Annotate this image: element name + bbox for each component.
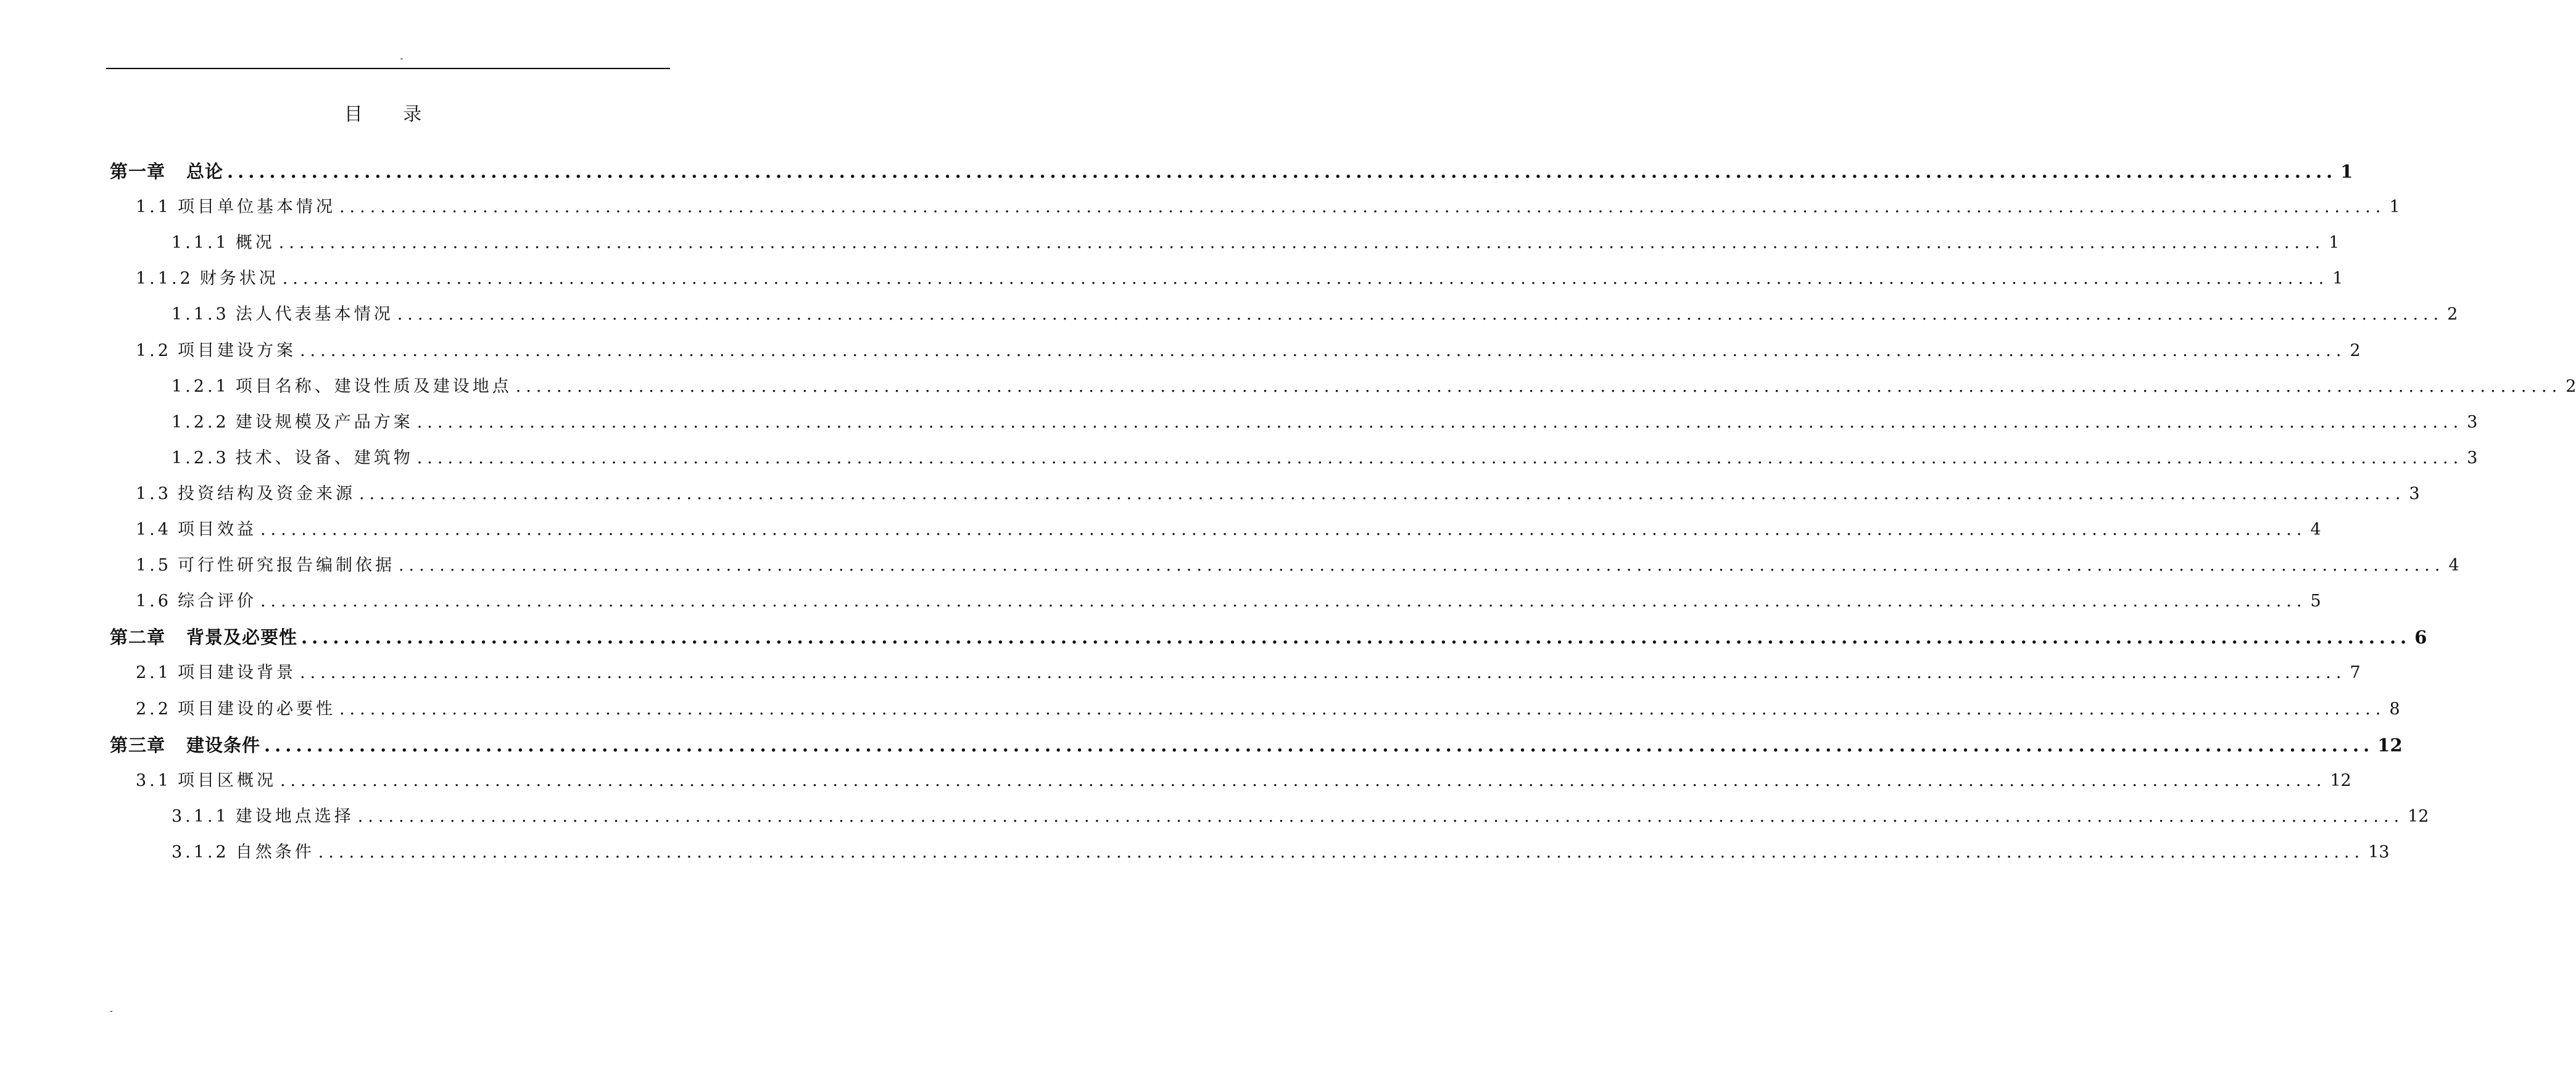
- toc-title: 目 录: [344, 104, 439, 125]
- toc-entry-label: 建设条件: [186, 735, 261, 756]
- toc-entry-number: 1.4: [136, 520, 172, 539]
- header-rule: [106, 68, 670, 69]
- toc-dot-leader: ........................................................................................................................................................................................................: [358, 484, 2406, 503]
- toc-entry-number: 1.1: [136, 197, 172, 217]
- toc-entry-label: 概况: [235, 233, 275, 252]
- toc-section-entry[interactable]: [136, 518, 2321, 542]
- toc-dot-leader: ........................................................................................................................................................................................................: [318, 843, 2365, 862]
- toc-entry-number: 1.2.3: [172, 448, 230, 468]
- toc-entry-page-number: 8: [2389, 700, 2400, 719]
- toc-entry-page-number: 4: [2310, 520, 2321, 539]
- toc-entry-label: 项目效益: [177, 520, 257, 539]
- toc-entry-label: 财务状况: [199, 269, 279, 288]
- toc-entry-label: 项目名称、建设性质及建设地点: [235, 377, 512, 396]
- toc-section-entry[interactable]: [172, 804, 2429, 829]
- toc-entry-number: 1.2.1: [172, 377, 230, 396]
- toc-entry-number: 1.3: [136, 484, 172, 503]
- toc-dot-leader: ........................................................................................................................................................................................................: [260, 520, 2307, 539]
- toc-entry-page-number: 5: [2310, 592, 2321, 611]
- toc-entry-page-number: 3: [2409, 484, 2420, 503]
- toc-entry-label: 可行性研究报告编制依据: [177, 556, 395, 575]
- toc-entry-label: 建设规模及产品方案: [235, 413, 413, 432]
- toc-dot-leader: ........................................................................................................................................................................................................: [416, 448, 2464, 468]
- toc-chapter-entry[interactable]: [110, 159, 2353, 184]
- toc-section-entry[interactable]: [172, 374, 2576, 399]
- toc-entry-page-number: 2: [2447, 305, 2458, 324]
- toc-dot-leader: ........................................................................................................................................................................................................: [299, 663, 2346, 682]
- toc-dot-leader: ........................................................................................................................................................................................................: [260, 592, 2307, 611]
- toc-entry-number: 3.1.1: [172, 807, 230, 826]
- toc-entry-page-number: 6: [2414, 627, 2427, 648]
- toc-entry-label: 项目区概况: [177, 771, 276, 790]
- toc-entry-number: 第一章: [110, 161, 166, 182]
- toc-dot-leader: ........................................................................................................................................................................................................: [357, 807, 2404, 826]
- toc-entry-number: 1.5: [136, 556, 172, 575]
- toc-chapter-entry[interactable]: [110, 625, 2427, 650]
- toc-section-entry[interactable]: [172, 840, 2390, 865]
- toc-entry-label: 项目建设背景: [177, 663, 296, 682]
- toc-dot-leader: ........................................................................................................................................................................................................: [299, 341, 2346, 360]
- toc-dot-leader: ........................................................................................................................................................................................................: [339, 700, 2386, 719]
- toc-section-entry[interactable]: [136, 697, 2400, 722]
- toc-entry-page-number: 1: [2329, 233, 2340, 252]
- toc-entry-label: 技术、设备、建筑物: [235, 448, 413, 468]
- toc-entry-number: 2.1: [136, 663, 172, 682]
- toc-entry-page-number: 3: [2467, 448, 2478, 468]
- toc-entry-number: 1.1.2: [136, 269, 194, 288]
- toc-entry-label: 背景及必要性: [186, 627, 298, 648]
- toc-entry-number: 1.1.1: [172, 233, 230, 252]
- toc-section-entry[interactable]: [172, 302, 2458, 327]
- toc-entry-label: 总论: [186, 161, 224, 182]
- toc-entry-label: 建设地点选择: [235, 807, 354, 826]
- toc-entry-page-number: 12: [2408, 807, 2429, 826]
- toc-entry-page-number: 2: [2566, 377, 2576, 396]
- toc-dot-leader: ........................................................................................................................................................................................................: [339, 197, 2386, 217]
- toc-entry-label: 项目建设的必要性: [177, 700, 336, 719]
- toc-dot-leader: ........................................................................................................................................................................................................: [264, 735, 2374, 756]
- toc-entry-label: 法人代表基本情况: [235, 305, 394, 324]
- toc-entry-number: 1.2: [136, 341, 172, 360]
- toc-entry-number: 1.2.2: [172, 413, 230, 432]
- toc-entry-label: 项目单位基本情况: [177, 197, 336, 217]
- toc-entry-page-number: 3: [2467, 413, 2478, 432]
- toc-entry-number: 3.1: [136, 771, 172, 790]
- toc-entry-number: 第三章: [110, 735, 166, 756]
- toc-entry-page-number: 1: [2332, 269, 2343, 288]
- header-mark: -: [400, 54, 404, 64]
- toc-dot-leader: ........................................................................................................................................................................................................: [398, 556, 2445, 575]
- toc-entry-page-number: 1: [2340, 161, 2353, 182]
- toc-entry-label: 项目建设方案: [177, 341, 296, 360]
- toc-section-entry[interactable]: [136, 195, 2400, 220]
- toc-entry-label: 自然条件: [235, 843, 315, 862]
- toc-entry-page-number: 12: [2330, 771, 2351, 790]
- toc-dot-leader: ........................................................................................................................................................................................................: [280, 771, 2327, 790]
- toc-entry-page-number: 7: [2350, 663, 2361, 682]
- toc-dot-leader: ........................................................................................................................................................................................................: [397, 305, 2444, 324]
- toc-entry-number: 第二章: [110, 627, 166, 648]
- toc-entry-number: 1.1.3: [172, 305, 230, 324]
- toc-dot-leader: ........................................................................................................................................................................................................: [282, 269, 2329, 288]
- toc-entry-page-number: 1: [2389, 197, 2400, 217]
- toc-entry-label: 综合评价: [177, 592, 257, 611]
- toc-section-entry[interactable]: [136, 266, 2343, 291]
- toc-entry-number: 1.6: [136, 592, 172, 611]
- toc-dot-leader: ........................................................................................................................................................................................................: [416, 413, 2464, 432]
- toc-dot-leader: ........................................................................................................................................................................................................: [301, 627, 2411, 648]
- toc-chapter-entry[interactable]: [110, 733, 2403, 758]
- toc-section-entry[interactable]: [172, 410, 2478, 435]
- toc-section-entry[interactable]: [136, 482, 2420, 506]
- toc-section-entry[interactable]: [136, 661, 2361, 685]
- toc-dot-leader: ........................................................................................................................................................................................................: [515, 377, 2562, 396]
- toc-entry-page-number: 13: [2368, 843, 2390, 862]
- toc-section-entry[interactable]: [136, 589, 2321, 614]
- toc-dot-leader: ........................................................................................................................................................................................................: [227, 161, 2337, 182]
- toc-section-entry[interactable]: [136, 769, 2351, 793]
- toc-entry-number: 2.2: [136, 700, 172, 719]
- toc-section-entry[interactable]: [136, 339, 2361, 363]
- toc-entry-number: 3.1.2: [172, 843, 230, 862]
- toc-entry-page-number: 4: [2448, 556, 2459, 575]
- toc-entry-page-number: 12: [2377, 735, 2403, 756]
- footer-mark: -: [110, 1006, 113, 1016]
- toc-section-entry[interactable]: [172, 446, 2478, 471]
- toc-entry-label: 投资结构及资金来源: [177, 484, 355, 503]
- toc-section-entry[interactable]: [136, 553, 2459, 578]
- toc-entry-page-number: 2: [2350, 341, 2361, 360]
- toc-section-entry[interactable]: [172, 231, 2340, 255]
- toc-dot-leader: ........................................................................................................................................................................................................: [278, 233, 2325, 252]
